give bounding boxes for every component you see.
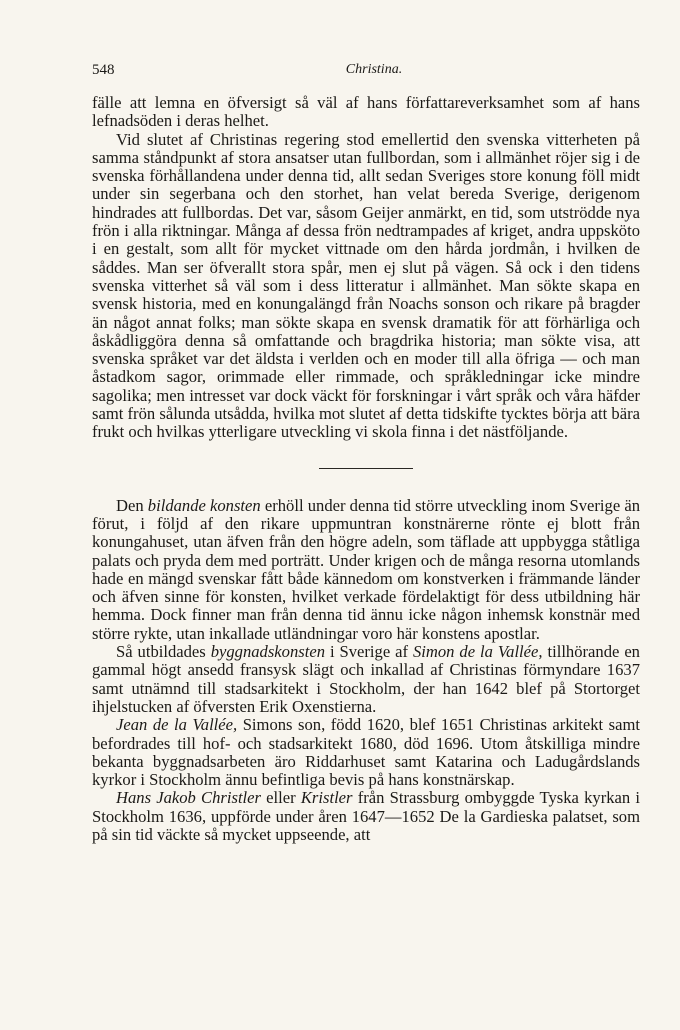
emphasized-text: Hans Jakob Christler [116,788,261,808]
text-run: Den [116,495,148,515]
paragraph [92,131,640,442]
emphasized-text: Kristler [300,788,353,808]
paragraph [92,497,640,643]
page-number: 548 [92,62,115,78]
paragraph [92,94,640,131]
body-text [92,94,640,844]
text-run: från Strassburg ombyggde Tyska kyrkan i Stockholm 1636, uppförde under åren 1647—1652 De la Gardieska palatset, som på sin tid väckte så mycket uppseende, att [92,788,640,844]
emphasized-text: bildande konsten [147,495,261,515]
paragraph [92,716,640,789]
text-run: eller [260,788,301,808]
text-run: i Sverige af [325,642,413,662]
text-run: Vid slutet af Christinas regering stod emellertid den svenska vitterheten på samma ståndpunkt af stora ansatser utan fullbordan, som i allmänhet röjer sig i de svenska förhållandena under denna tid, allt sedan Sveriges store konung föll midt under sin segerbana och den storhet, han velat bereda Sverige, derigenom hindrades att fullbordas. Det var, såsom Geijer anmärkt, en tid, som utströdde nya frön i alla riktningar. Många af dessa frön nedtrampades af kriget, andra uppsköto i en gestalt, som allt för mycket vittnade om den hårda jordmån, i hvilken de såddes. Man ser öfverallt stora spår, men ej slut på vägen. Så ock i den tidens svenska vitterhet så väl som i dess litteratur i allmänhet. Man sökte skapa en svensk historia, med en konungalängd från Noachs sonson och rikare på bragder än något annat folks; man sökte skapa en svensk dramatik för att förhärliga och åskådliggöra denna så omfattande och bragdrika historia; man sökte visa, att svenska språket var det äldsta i verlden och en moder till alla öfriga — och man åstadkom sagor, orimmade eller rimmade, och språkledningar icke mindre sagolika; men intresset var dock väckt för forskningar i vårt språk och våra häfder samt frön sålunda utsådda, hvilka mot slutet af detta tidskifte tycktes börja att bära frukt och hvilkas ytterligare utveckling vi skola finna i det nästföljande. [92,129,640,442]
emphasized-text: Simon de la Vallée, [412,642,543,662]
section-fine-arts [92,497,640,845]
paragraph [92,789,640,844]
emphasized-text: byggnadskonsten [210,642,325,662]
text-run: erhöll under denna tid större utveckling inom Sverige än förut, i följd af den rikare uppmuntran konstnärerne rönte ej blott från konungahuset, utan äfven från den högre adeln, som täflade att uppbygga ståtliga palats och pryda dem med porträtt. Under krigen och de många resorna utomlands hade en mängd svenskar fått både kännedom om konstverken i främmande länder och äfven sinne för konsten, hvilket verkade fördelaktigt för dess utbildning här hemma. Dock finner man från denna tid ännu icke någon inhemsk konstnär med större rykte, utan inkallade utländningar voro här konstens apostlar. [92,495,640,643]
section-literature [92,94,640,442]
emphasized-text: Jean de la Vallée, [116,715,238,735]
text-run: Så utbildades [116,642,211,662]
text-run: Simons son, född 1620, blef 1651 Christinas arkitekt samt befordrades till hof- och stadsarkitekt 1680, död 1696. Utom åtskilliga mindre bekanta byggnadsarbeten äro Riddarhuset samt Katarina och Ladugårdslands kyrkor i Stockholm ännu befintliga bevis på hans konstnärskap. [92,715,640,790]
paragraph [92,643,640,716]
text-run: fälle att lemna en öfversigt så väl af hans författareverksamhet som af hans lefnadsöden i deras helhet. [92,93,640,131]
running-title: Christina. [345,62,403,77]
section-divider [319,468,413,469]
page-header [92,62,640,84]
text-run: tillhörande en gammal högt ansedd fransysk slägt och inkallad af Christinas förmyndare 1637 samt utnämnd till stadsarkitekt i Stockholm, der han 1642 blef på Stortorget ihjelstucken af öfversten Erik Oxenstierna. [92,642,640,716]
